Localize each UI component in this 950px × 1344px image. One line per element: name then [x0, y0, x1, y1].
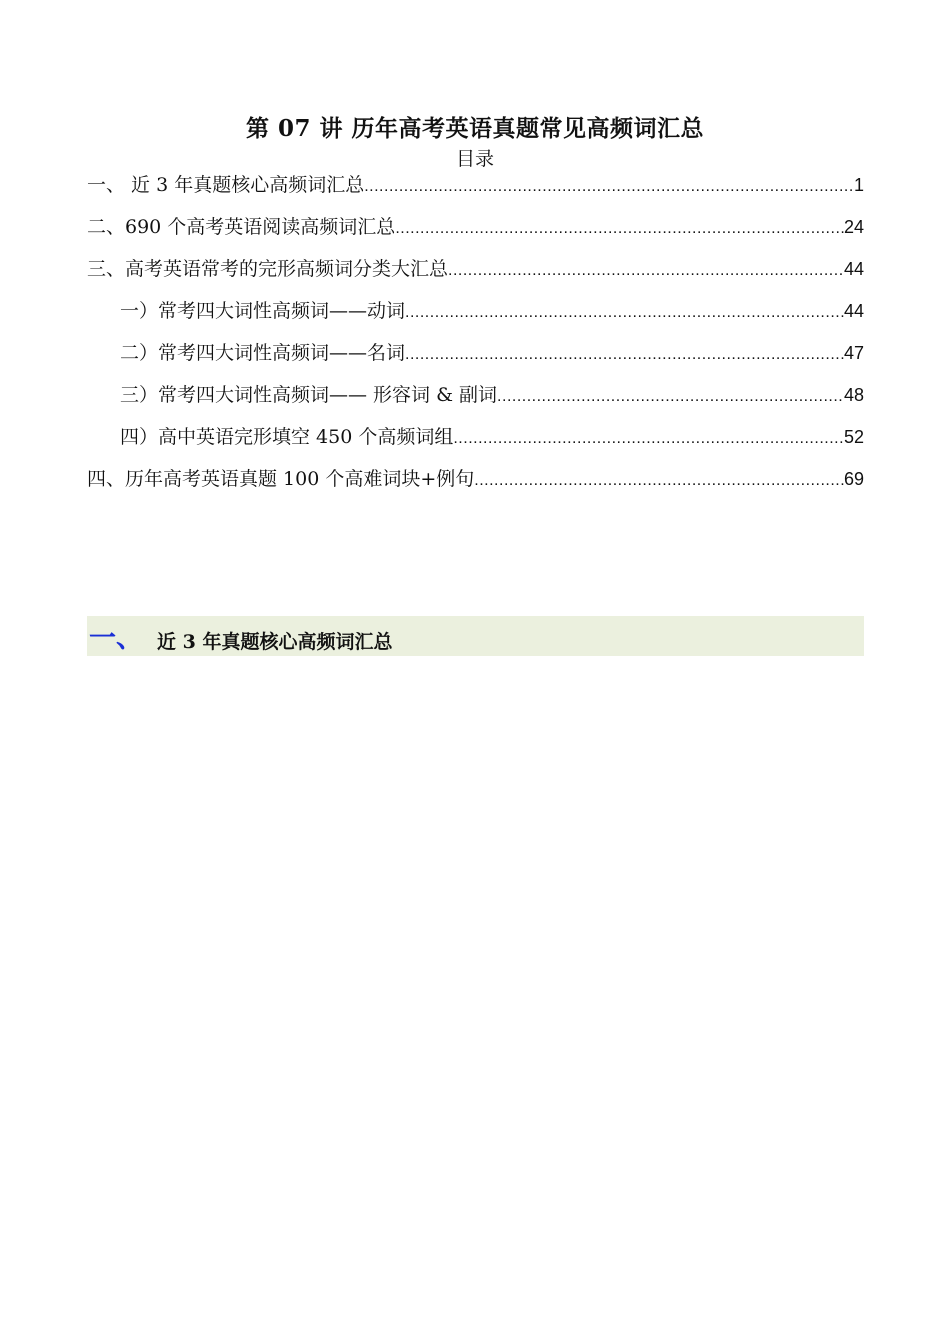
- toc-entry-label: 一、 近 3 年真题核心高频词汇总: [87, 174, 365, 196]
- toc-subentry[interactable]: [87, 420, 864, 462]
- toc-entry-label: 三、高考英语常考的完形高频词分类大汇总: [87, 258, 449, 280]
- toc-entry-page: 1: [853, 175, 864, 195]
- toc-leader-dots: [405, 336, 844, 372]
- toc-subentry[interactable]: [87, 294, 864, 336]
- toc-entry[interactable]: [87, 252, 864, 294]
- toc-entry-label: 一）常考四大词性高频词——动词: [120, 300, 406, 322]
- toc-leader-dots: [364, 168, 854, 204]
- document-title: 第 07 讲 历年高考英语真题常见高频词汇总: [245, 115, 705, 142]
- toc-leader-dots: [474, 462, 844, 498]
- toc-entry-page: 44: [843, 301, 864, 321]
- section-number: 一、: [89, 623, 143, 654]
- toc-entry[interactable]: [87, 462, 864, 504]
- toc-leader-dots: [395, 210, 844, 246]
- toc-entry-label: 四、历年高考英语真题 100 个高难词块+例句: [87, 468, 475, 490]
- toc-leader-dots: [448, 252, 844, 288]
- toc-leader-dots: [405, 294, 844, 330]
- toc-subentry[interactable]: [87, 378, 864, 420]
- toc-leader-dots: [453, 420, 844, 456]
- toc-entry-page: 44: [843, 259, 864, 279]
- toc-entry-page: 48: [843, 385, 864, 405]
- toc-entry-label: 二）常考四大词性高频词——名词: [120, 342, 406, 364]
- toc-heading: 目录: [455, 148, 494, 170]
- toc-entry-page: 24: [843, 217, 864, 237]
- toc-entry[interactable]: [87, 210, 864, 252]
- section-title: 近 3 年真题核心高频词汇总: [157, 631, 393, 653]
- toc-entry-page: 52: [843, 427, 864, 447]
- toc-entry-label: 四）高中英语完形填空 450 个高频词组: [120, 426, 454, 448]
- table-of-contents: [87, 168, 864, 504]
- toc-entry-page: 69: [843, 469, 864, 489]
- toc-subentry[interactable]: [87, 336, 864, 378]
- toc-entry-label: 三）常考四大词性高频词—— 形容词 & 副词: [120, 384, 498, 406]
- toc-leader-dots: [497, 378, 844, 414]
- section-heading-bar: [87, 616, 864, 656]
- toc-entry-label: 二、690 个高考英语阅读高频词汇总: [87, 216, 396, 238]
- toc-entry-page: 47: [843, 343, 864, 363]
- toc-entry[interactable]: [87, 168, 864, 210]
